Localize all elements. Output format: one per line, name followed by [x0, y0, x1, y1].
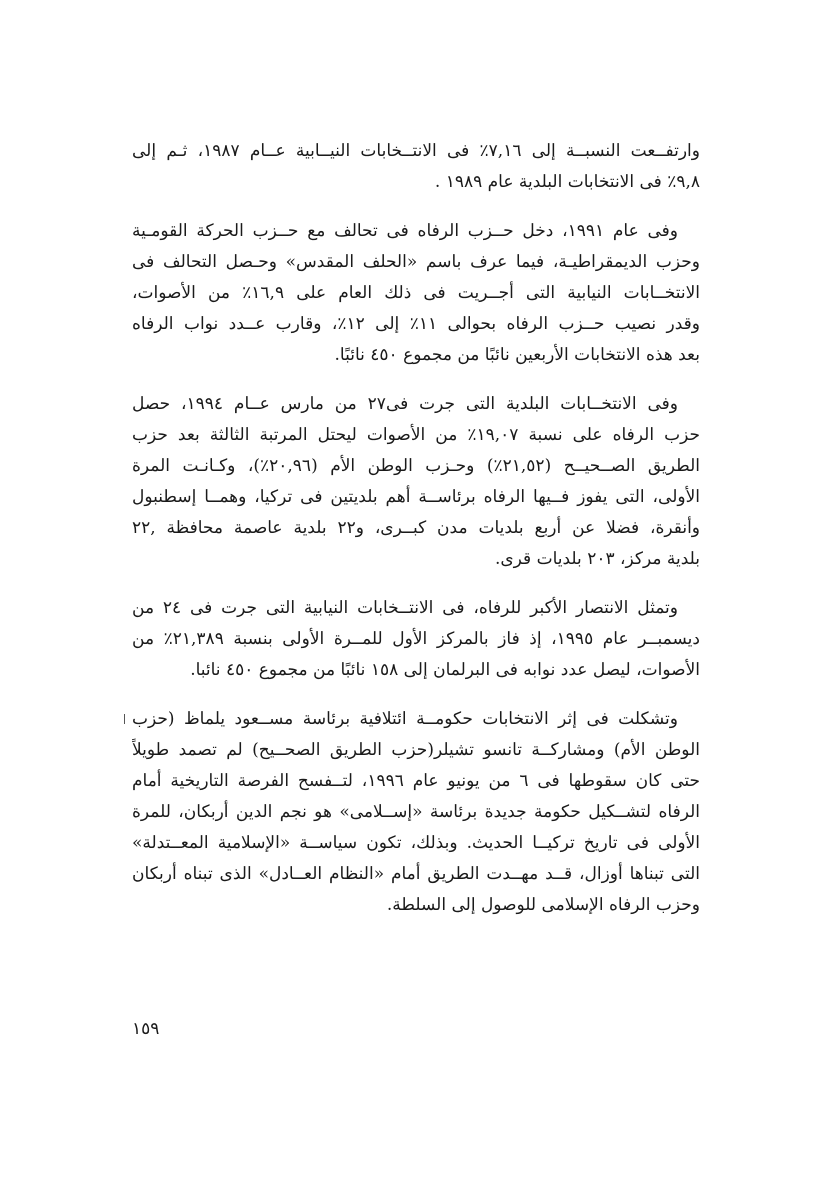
text-line: الأولى، التى يفوز فــيها الرفاه برئاســة أهم بلديتين فى تركيا، وهمــا إسطنبول [132, 487, 700, 507]
text-line: وارتفــعت النسبــة إلى ٧,١٦٪ فى الانتــخابات النيــابية عــام ١٩٨٧، ثـم إلى [132, 141, 700, 161]
text-line: الأصوات، ليصل عدد نوابه فى البرلمان إلى ١٥٨ نائبًا من مجموع ٤٥٠ نائبا. [190, 660, 700, 680]
page-number: ١٥٩ [132, 1019, 160, 1039]
paragraph-4 [132, 593, 700, 686]
text-line: التى تبناها أوزال، قــد مهــدت الطريق أمام «النظام العــادل» الذى تبناه أربكان [132, 864, 700, 884]
text-line: وقدر نصيب حــزب الرفاه بحوالى ١١٪ إلى ١٢٪، وقارب عــدد نواب الرفاه [132, 314, 700, 334]
text-line: حزب الرفاه على نسبة ١٩,٠٧٪ من الأصوات ليحتل المرتبة الثالثة بعد حزب [132, 425, 700, 445]
text-line: الطريق الصــحيــح (٢١,٥٢٪) وحـزب الوطن الأم (٢٠,٩٦٪)، وكـانـت المرة [132, 456, 700, 476]
text-line: الوطن الأم) ومشاركــة تانسو تشيلر(حزب الطريق الصحــيح) لم تصمد طويلاً [132, 740, 700, 760]
paragraph-3 [132, 389, 700, 575]
text-line: وتمثل الانتصار الأكبر للرفاه، فى الانتــخابات النيابية التى جرت فى ٢٤ من [132, 598, 678, 618]
paragraph-1 [132, 136, 700, 198]
paragraph-2 [132, 216, 700, 371]
text-line: الأولى فى تاريخ تركيــا الحديث. وبذلك، تكون سياســة «الإسلامية المعــتدلة» [132, 833, 700, 853]
margin-mark [124, 714, 125, 724]
text-line: وحزب الديمقراطيـة، فيما عرف باسم «الحلف المقدس» وحـصل التحالف فى [132, 252, 700, 272]
page-body [132, 136, 700, 939]
text-line: بلدية مركز، ٢٠٣ بلديات قرى. [494, 549, 700, 569]
text-line: وفى عام ١٩٩١، دخل حــزب الرفاه فى تحالف مع حــزب الحركة القومـية [132, 221, 678, 241]
text-line: ٩,٨٪ فى الانتخابات البلدية عام ١٩٨٩ . [434, 172, 700, 192]
text-line: الرفاه لتشــكيل حكومة جديدة برئاسة «إســلامى» هو نجم الدين أربكان، للمرة [132, 802, 700, 822]
text-line: بعد هذه الانتخابات الأربعين نائبًا من مجموع ٤٥٠ نائبًا. [334, 345, 700, 365]
text-line: ديسمبــر عام ١٩٩٥، إذ فاز بالمركز الأول للمــرة الأولى بنسبة ٢١,٣٨٩٪ من [132, 629, 700, 649]
text-line: وتشكلت فى إثر الانتخابات حكومــة ائتلافية برئاسة مســعود يلماظ (حزب [132, 709, 678, 729]
text-line: وأنقرة، فضلا عن أربع بلديات مدن كبــرى، و٢٢ بلدية عاصمة محافظة ,٢٢ [132, 518, 700, 538]
text-line: وفى الانتخــابات البلدية التى جرت فى٢٧ من مارس عــام ١٩٩٤، حصل [132, 394, 678, 414]
text-line: الانتخــابات النيابية التى أجــريت فى ذلك العام على ١٦,٩٪ من الأصوات، [132, 283, 700, 303]
text-line: وحزب الرفاه الإسلامى للوصول إلى السلطة. [386, 895, 700, 915]
paragraph-5 [132, 704, 700, 921]
text-line: حتى كان سقوطها فى ٦ من يونيو عام ١٩٩٦، لتــفسح الفرصة التاريخية أمام [132, 771, 700, 791]
